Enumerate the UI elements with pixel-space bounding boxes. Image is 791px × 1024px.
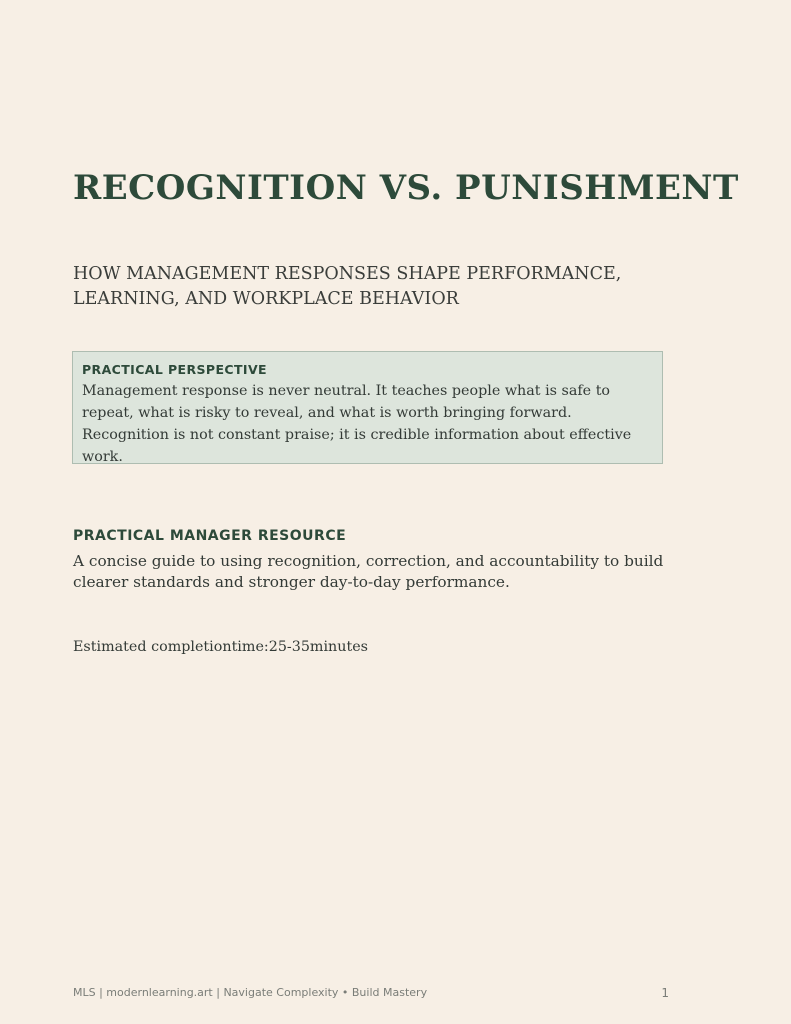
page-title: RECOGNITION VS. PUNISHMENT xyxy=(73,168,739,208)
resource-description: A concise guide to using recognition, correction, and accountability to build clearer standards and stronger day-to-day performance. xyxy=(73,552,664,591)
resource-heading: PRACTICAL MANAGER RESOURCE xyxy=(73,528,347,544)
page-number: 1 xyxy=(661,986,669,1000)
estimated-completion-time: Estimated completiontime:25-35minutes xyxy=(73,639,369,655)
practical-perspective-callout xyxy=(72,351,663,464)
page-subtitle: HOW MANAGEMENT RESPONSES SHAPE PERFORMANCE, LEARNING, AND WORKPLACE BEHAVIOR xyxy=(73,264,622,309)
callout-heading: PRACTICAL PERSPECTIVE xyxy=(82,362,267,377)
callout-text: Management response is never neutral. It teaches people what is safe to repeat, what is risky to reveal, and what is worth bringing forward. Recognition is not constant praise; it is credible information about effective work. xyxy=(82,383,632,464)
footer-text: MLS | modernlearning.art | Navigate Complexity • Build Mastery xyxy=(73,986,428,999)
